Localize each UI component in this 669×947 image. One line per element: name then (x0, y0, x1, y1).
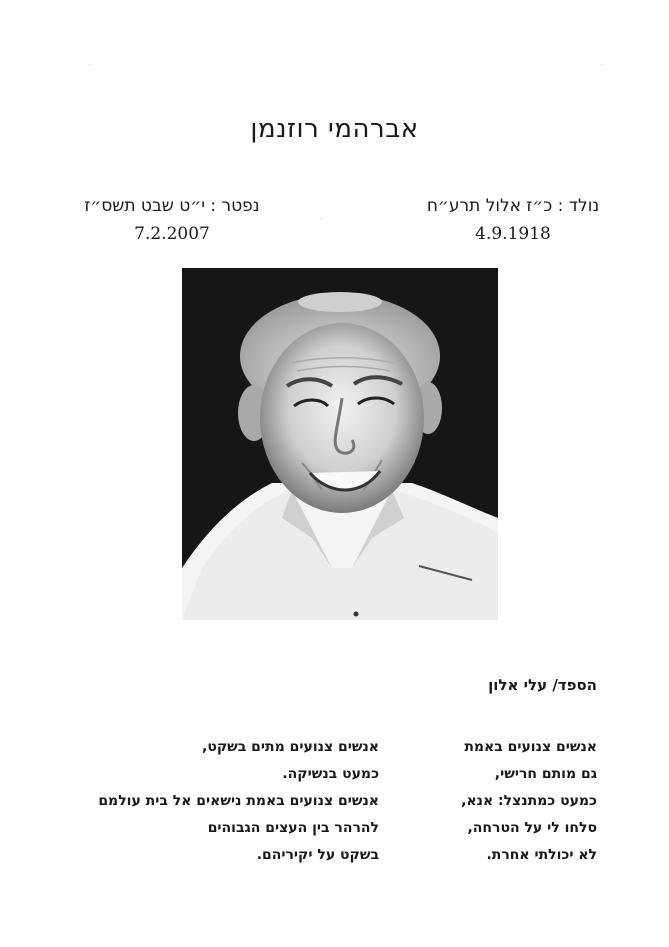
scan-speck: · (320, 214, 324, 225)
poem-line: אנשים צנועים באמת נישאים אל בית עולמם (98, 793, 379, 809)
scan-speck: · (88, 60, 92, 71)
death-date-gregorian: 7.2.2007 (134, 224, 210, 244)
birth-date-hebrew: נולד : כ״ז אלול תרע״ח (426, 196, 600, 216)
poem-line: בשקט על יקיריהם. (256, 847, 379, 863)
scan-speck: · (600, 60, 604, 71)
poem-line: כמעט כמתנצל: אנא, (461, 793, 597, 809)
death-date-hebrew: נפטר : י״ט שבט תשס״ז (84, 196, 260, 216)
poem-line: אנשים צנועים מתים בשקט, (202, 739, 379, 755)
page-title: אברהמי רוזנמן (250, 114, 419, 144)
poem-line: לא יכולתי אחרת. (486, 847, 597, 863)
poem-line: כמעט בנשיקה. (282, 766, 379, 782)
birth-date-block (408, 196, 618, 244)
poem-left-column (59, 734, 379, 869)
poem-right-column (427, 734, 597, 869)
birth-date-gregorian: 4.9.1918 (475, 224, 551, 244)
poem-line: גם מותם חרישי, (494, 766, 597, 782)
death-date-block (72, 196, 272, 244)
eulogy-heading: הספד/ עלי אלון (488, 676, 597, 694)
poem-line: אנשים צנועים באמת (464, 739, 597, 755)
portrait-photo (182, 268, 498, 620)
poem-line: סלחו לי על הטרחה, (467, 820, 597, 836)
poem-line: להרהר בין העצים הגבוהים (207, 820, 379, 836)
